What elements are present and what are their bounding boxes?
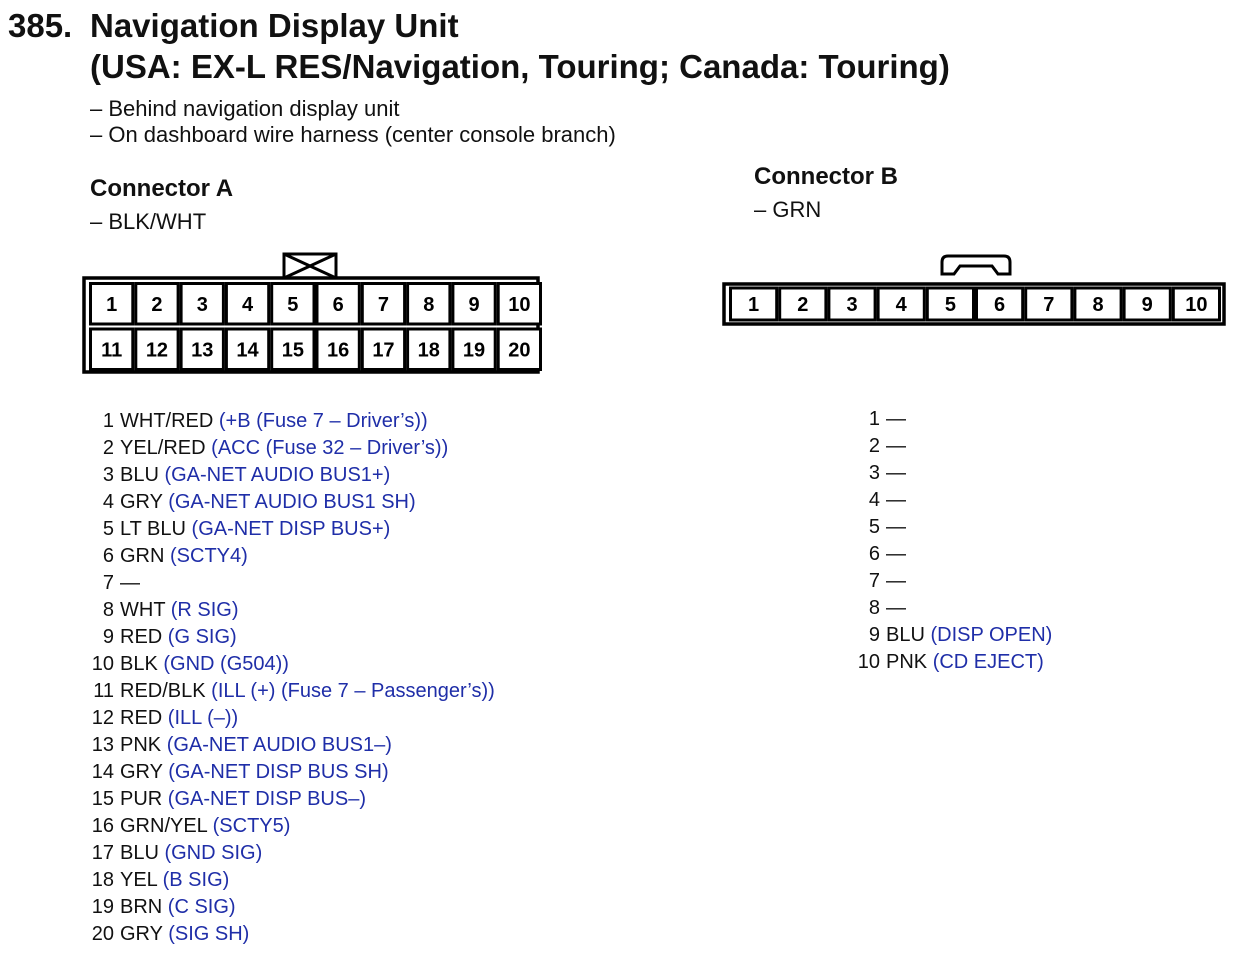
connector-a-pin-17 — [84, 840, 495, 867]
wire-color: RED/BLK — [120, 680, 206, 702]
pin-number: 7 — [102, 572, 114, 594]
connector-a-cavity-16 — [317, 329, 359, 370]
pin-number: 10 — [857, 651, 880, 673]
connector-b-pin-1 — [850, 406, 1052, 433]
connector-a-cavity-label: 18 — [417, 339, 440, 362]
wire-color: RED — [120, 707, 163, 729]
wire-color: BLU — [120, 842, 159, 864]
connector-b-pin-10 — [850, 649, 1052, 676]
connector-a-cavity-label: 15 — [281, 339, 304, 362]
section-number: 385. — [8, 7, 73, 44]
pin-function: (GA-NET DISP BUS SH) — [168, 761, 389, 783]
connector-a-cavity-13 — [181, 329, 223, 370]
connector-a-cavity-17 — [362, 329, 404, 370]
wire-color: — — [886, 408, 906, 430]
page-title: Navigation Display Unit — [90, 7, 459, 44]
pin-number: 2 — [102, 437, 114, 459]
connector-a-pin-18 — [84, 867, 495, 894]
connector-a-cavity-label: 4 — [241, 293, 254, 316]
connector-a-pin-5 — [84, 516, 495, 543]
connector-a-cavity-11 — [91, 329, 133, 370]
connector-a-pin-1 — [84, 408, 495, 435]
connector-b-pin-6 — [850, 541, 1052, 568]
connector-a-cavity-2 — [136, 284, 178, 325]
connector-b-pin-list — [850, 406, 1052, 676]
connector-a-pin-15 — [84, 786, 495, 813]
connector-b-cavity-5 — [927, 288, 973, 320]
connector-b-face — [720, 252, 1230, 328]
wire-color: — — [886, 570, 906, 592]
connector-a-cavity-label: 11 — [101, 339, 123, 362]
connector-a-face — [80, 250, 542, 376]
wire-color: PNK — [886, 651, 928, 673]
pin-number: 16 — [91, 815, 114, 837]
wire-color: BLU — [886, 624, 925, 646]
pin-number: 5 — [868, 516, 880, 538]
connector-a-cavity-label: 14 — [236, 339, 259, 362]
wire-color: GRN/YEL — [120, 815, 208, 837]
pin-number: 4 — [102, 491, 114, 513]
wire-color: PNK — [120, 734, 162, 756]
connector-b-pin-7 — [850, 568, 1052, 595]
connector-b-cavity-1 — [731, 288, 777, 320]
connector-a-pin-14 — [84, 759, 495, 786]
connector-a-cavity-label: 9 — [468, 293, 480, 316]
pin-function: (ILL (+) (Fuse 7 – Passenger’s)) — [211, 680, 495, 702]
wire-color: WHT — [120, 599, 166, 621]
connector-b-cavity-label: 1 — [748, 294, 760, 316]
connector-a-color: – BLK/WHT — [90, 209, 207, 234]
wire-color: BLU — [120, 464, 159, 486]
connector-a-cavity-6 — [317, 284, 359, 325]
pin-function: (GA-NET DISP BUS–) — [167, 788, 366, 810]
pin-number: 1 — [868, 408, 880, 430]
pin-number: 8 — [868, 597, 880, 619]
connector-b-pin-4 — [850, 487, 1052, 514]
pin-number: 11 — [93, 680, 114, 702]
pin-function: (+B (Fuse 7 – Driver’s)) — [218, 410, 428, 432]
wire-color: PUR — [120, 788, 163, 810]
connector-b-cavity-label: 9 — [1141, 294, 1153, 316]
pin-number: 3 — [102, 464, 114, 486]
wire-color: GRN — [120, 545, 165, 567]
connector-a-pin-12 — [84, 705, 495, 732]
connector-b-cavity-6 — [977, 288, 1023, 320]
connector-b-pin-9 — [850, 622, 1052, 649]
pin-function: (C SIG) — [167, 896, 236, 918]
connector-b-cavity-10 — [1173, 288, 1219, 320]
connector-a-lock-tab — [284, 254, 336, 278]
wire-color: YEL — [120, 869, 158, 891]
pin-number: 6 — [102, 545, 114, 567]
pin-function: (GND SIG) — [164, 842, 263, 864]
connector-a-pin-9 — [84, 624, 495, 651]
pin-function: (CD EJECT) — [932, 651, 1044, 673]
pin-function: (SIG SH) — [168, 923, 250, 945]
connector-a-pin-19 — [84, 894, 495, 921]
pin-function: (B SIG) — [162, 869, 230, 891]
pin-number: 19 — [91, 896, 114, 918]
connector-a-cavity-label: 12 — [145, 339, 169, 362]
pin-number: 14 — [91, 761, 114, 783]
wire-color: — — [886, 516, 906, 538]
connector-a-cavity-label: 20 — [508, 339, 531, 362]
pin-number: 8 — [102, 599, 114, 621]
connector-a-cavity-10 — [498, 284, 540, 325]
pin-function: (R SIG) — [170, 599, 239, 621]
pin-number: 2 — [868, 435, 880, 457]
wire-color: RED — [120, 626, 163, 648]
location-note-1: – Behind navigation display unit — [90, 96, 400, 121]
pin-function: (GA-NET AUDIO BUS1–) — [166, 734, 392, 756]
pin-number: 10 — [91, 653, 114, 675]
connector-b-cavity-2 — [780, 288, 826, 320]
connector-a-pin-4 — [84, 489, 495, 516]
connector-a-pin-20 — [84, 921, 495, 948]
pin-function: (GA-NET AUDIO BUS1+) — [164, 464, 391, 486]
pin-number: 18 — [91, 869, 114, 891]
pin-function: (ILL (–)) — [167, 707, 239, 729]
pin-number: 1 — [102, 410, 114, 432]
connector-a-pin-11 — [84, 678, 495, 705]
connector-a-cavity-12 — [136, 329, 178, 370]
page-subtitle: (USA: EX-L RES/Navigation, Touring; Canada: Touring) — [90, 48, 950, 85]
connector-a-cavity-label: 8 — [423, 293, 435, 316]
connector-a-cavity-15 — [272, 329, 314, 370]
connector-a-pin-7 — [84, 570, 495, 597]
connector-a-pin-10 — [84, 651, 495, 678]
connector-a-pin-3 — [84, 462, 495, 489]
connector-b-pin-2 — [850, 433, 1052, 460]
pin-number: 5 — [102, 518, 114, 540]
pin-number: 20 — [91, 923, 114, 945]
connector-b-cavity-9 — [1124, 288, 1170, 320]
connector-a-cavity-4 — [226, 284, 268, 325]
connector-a-cavity-3 — [181, 284, 223, 325]
connector-b-cavity-label: 2 — [797, 294, 809, 316]
connector-b-cavity-7 — [1026, 288, 1072, 320]
connector-a-cavity-18 — [408, 329, 450, 370]
connector-b-title: Connector B — [754, 163, 898, 190]
pin-function: (ACC (Fuse 32 – Driver’s)) — [211, 437, 449, 459]
connector-a-cavity-14 — [226, 329, 268, 370]
connector-a-pin-13 — [84, 732, 495, 759]
connector-b-cavity-label: 7 — [1043, 294, 1055, 316]
wire-color: GRY — [120, 491, 163, 513]
pin-number: 7 — [868, 570, 880, 592]
connector-a-cavity-1 — [91, 284, 133, 325]
wire-color: — — [886, 543, 906, 565]
wire-color: YEL/RED — [120, 437, 206, 459]
connector-a-cavity-label: 6 — [332, 293, 344, 316]
connector-b-pin-3 — [850, 460, 1052, 487]
connector-b-cavity-3 — [829, 288, 875, 320]
pin-number: 15 — [91, 788, 114, 810]
connector-b-lock-tab — [942, 256, 1010, 274]
connector-a-pin-8 — [84, 597, 495, 624]
connector-a-pin-2 — [84, 435, 495, 462]
pin-function: (SCTY5) — [212, 815, 291, 837]
connector-a-pin-6 — [84, 543, 495, 570]
connector-a-cavity-8 — [408, 284, 450, 325]
connector-b-cavity-label: 5 — [944, 294, 956, 316]
connector-a-cavity-label: 2 — [151, 293, 163, 316]
connector-b-pin-5 — [850, 514, 1052, 541]
connector-b-color: – GRN — [754, 197, 822, 222]
connector-a-cavity-label: 1 — [106, 293, 118, 316]
connector-a-cavity-20 — [498, 329, 540, 370]
connector-a-cavity-label: 3 — [196, 293, 208, 316]
location-note-2: – On dashboard wire harness (center console branch) — [90, 122, 616, 147]
wire-color: — — [120, 572, 140, 594]
connector-a-title: Connector A — [90, 175, 234, 202]
connector-b-pin-8 — [850, 595, 1052, 622]
pin-number: 4 — [868, 489, 880, 511]
connector-a-cavity-label: 19 — [462, 339, 486, 362]
connector-a-cavity-label: 10 — [508, 293, 531, 316]
wire-color: — — [886, 489, 906, 511]
pin-function: (DISP OPEN) — [930, 624, 1053, 646]
pin-function: (GA-NET DISP BUS+) — [191, 518, 391, 540]
pin-number: 3 — [868, 462, 880, 484]
pin-number: 17 — [91, 842, 114, 864]
wire-color: — — [886, 597, 906, 619]
connector-b-cavity-label: 4 — [895, 294, 907, 316]
pin-number: 6 — [868, 543, 880, 565]
connector-b-cavity-label: 6 — [994, 294, 1006, 316]
connector-b-cavity-4 — [878, 288, 924, 320]
wire-color: BLK — [120, 653, 158, 675]
connector-b-cavity-8 — [1075, 288, 1121, 320]
pin-function: (GA-NET AUDIO BUS1 SH) — [168, 491, 416, 513]
pin-function: (G SIG) — [167, 626, 237, 648]
pin-number: 9 — [868, 624, 880, 646]
wire-color: — — [886, 462, 906, 484]
wire-color: GRY — [120, 923, 163, 945]
connector-a-cavity-label: 16 — [327, 339, 350, 362]
connector-a-cavity-5 — [272, 284, 314, 325]
connector-a-pin-16 — [84, 813, 495, 840]
pin-number: 13 — [91, 734, 114, 756]
pin-function: (GND (G504)) — [163, 653, 289, 675]
connector-b-cavity-label: 10 — [1185, 294, 1208, 316]
wire-color: BRN — [120, 896, 163, 918]
wire-color: WHT/RED — [120, 410, 214, 432]
connector-a-cavity-7 — [362, 284, 404, 325]
wire-color: — — [886, 435, 906, 457]
connector-a-cavity-19 — [453, 329, 495, 370]
connector-a-cavity-label: 13 — [191, 339, 214, 362]
wire-color: LT BLU — [120, 518, 186, 540]
connector-a-cavity-label: 5 — [287, 293, 299, 316]
connector-a-cavity-label: 17 — [372, 339, 395, 362]
connector-a-cavity-9 — [453, 284, 495, 325]
pin-number: 9 — [102, 626, 114, 648]
pin-function: (SCTY4) — [170, 545, 248, 567]
connector-a-pin-list — [84, 408, 495, 948]
connector-b-cavity-label: 3 — [846, 294, 858, 316]
wire-color: GRY — [120, 761, 163, 783]
connector-b-cavity-label: 8 — [1092, 294, 1104, 316]
pin-number: 12 — [91, 707, 114, 729]
connector-a-cavity-label: 7 — [377, 293, 390, 316]
